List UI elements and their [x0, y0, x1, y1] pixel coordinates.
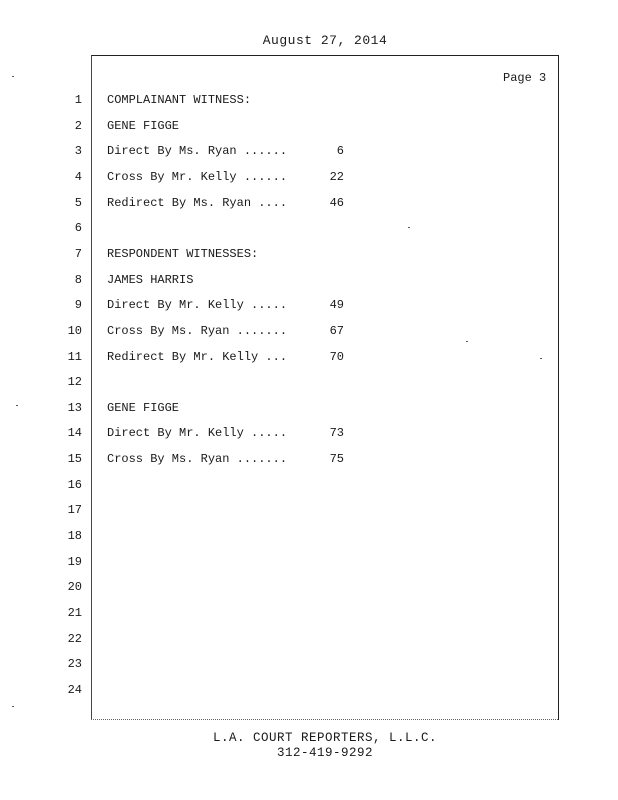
footer-phone: 312-419-9292 — [276, 746, 373, 760]
line-text: Cross By Mr. Kelly ...... — [107, 170, 288, 184]
line-number: 11 — [67, 350, 82, 364]
line-text: COMPLAINANT WITNESS: — [107, 93, 252, 107]
line-number: 23 — [67, 657, 82, 671]
line-number: 17 — [67, 503, 82, 517]
line-number: 16 — [67, 478, 82, 492]
line-page-reference: 75 — [329, 452, 344, 466]
header-date: August 27, 2014 — [262, 33, 388, 48]
line-number: 7 — [74, 247, 82, 261]
line-page-reference: 22 — [329, 170, 344, 184]
line-text: Direct By Ms. Ryan ...... — [107, 144, 288, 158]
line-number: 5 — [74, 196, 82, 210]
page-number-label: Page 3 — [503, 71, 547, 85]
line-text: Direct By Mr. Kelly ..... — [107, 298, 288, 312]
line-number: 15 — [67, 452, 82, 466]
line-page-reference: 49 — [329, 298, 344, 312]
scan-speck — [408, 227, 410, 228]
line-text: RESPONDENT WITNESSES: — [107, 247, 259, 261]
line-number: 24 — [67, 683, 82, 697]
scan-speck — [16, 405, 18, 406]
line-number: 10 — [67, 324, 82, 338]
line-number: 13 — [67, 401, 82, 415]
line-page-reference: 6 — [336, 144, 344, 158]
scan-speck — [12, 76, 14, 77]
line-text: Direct By Mr. Kelly ..... — [107, 426, 288, 440]
line-text: Redirect By Mr. Kelly ... — [107, 350, 288, 364]
line-page-reference: 46 — [329, 196, 344, 210]
line-page-reference: 67 — [329, 324, 344, 338]
scan-speck — [12, 706, 14, 707]
page-frame-bottom-edge — [91, 719, 558, 720]
scan-speck — [466, 341, 468, 342]
line-number: 19 — [67, 555, 82, 569]
scan-speck — [540, 358, 542, 359]
line-number: 3 — [74, 144, 82, 158]
line-text: Cross By Ms. Ryan ....... — [107, 324, 288, 338]
line-number: 12 — [67, 375, 82, 389]
line-number: 18 — [67, 529, 82, 543]
line-number: 14 — [67, 426, 82, 440]
line-text: Cross By Ms. Ryan ....... — [107, 452, 288, 466]
line-text: JAMES HARRIS — [107, 273, 194, 287]
line-text: Redirect By Ms. Ryan .... — [107, 196, 288, 210]
footer-firm-name: L.A. COURT REPORTERS, L.L.C. — [212, 731, 438, 745]
line-text: GENE FIGGE — [107, 119, 180, 133]
line-number: 1 — [74, 93, 82, 107]
line-number: 4 — [74, 170, 82, 184]
line-number: 6 — [74, 221, 82, 235]
line-text: GENE FIGGE — [107, 401, 180, 415]
line-number: 9 — [74, 298, 82, 312]
line-page-reference: 70 — [329, 350, 344, 364]
line-number: 21 — [67, 606, 82, 620]
line-number: 8 — [74, 273, 82, 287]
line-number: 22 — [67, 632, 82, 646]
line-page-reference: 73 — [329, 426, 344, 440]
line-number: 20 — [67, 580, 82, 594]
line-number: 2 — [74, 119, 82, 133]
